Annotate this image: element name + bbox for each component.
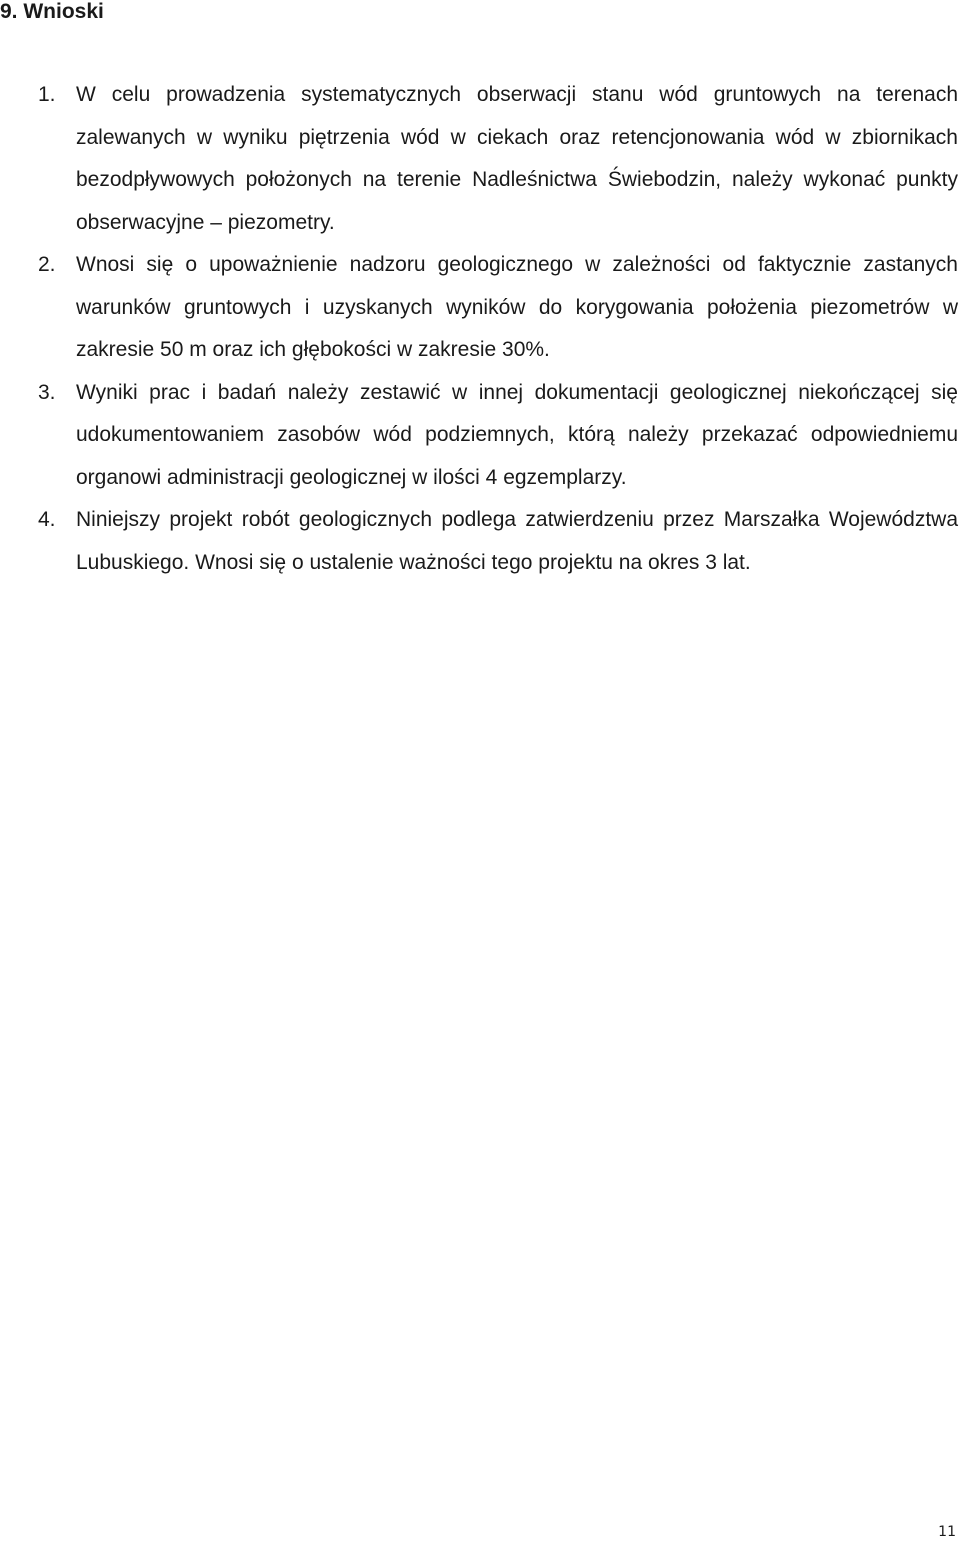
conclusion-item-4 bbox=[0, 499, 960, 584]
page-number: 11 bbox=[938, 1524, 956, 1540]
item-text: W celu prowadzenia systematycznych obserwacji stanu wód gruntowych na terenach zalewanych w wyniku piętrzenia wód w ciekach oraz retencjonowania wód w zbiornikach bezodpływowych położonych na terenie Nadleśnictwa Świebodzin, należy wykonać punkty obserwacyjne – piezometry. bbox=[76, 83, 958, 234]
item-number: 3. bbox=[38, 380, 56, 404]
item-text: Niniejszy projekt robót geologicznych podlega zatwierdzeniu przez Marszałka Województwa Lubuskiego. Wnosi się o ustalenie ważności tego projektu na okres 3 lat. bbox=[76, 508, 958, 574]
item-number: 4. bbox=[38, 508, 56, 531]
item-number: 1. bbox=[38, 83, 56, 106]
item-text: Wyniki prac i badań należy zestawić w innej dokumentacji geologicznej niekończącej się udokumentowaniem zasobów wód podziemnych, którą należy przekazać odpowiedniemu organowi administracji geologicznej w ilości 4 egzemplarzy. bbox=[76, 380, 958, 489]
item-number: 2. bbox=[38, 253, 56, 276]
section-heading: 9. Wnioski bbox=[0, 0, 104, 23]
conclusion-item-2 bbox=[0, 244, 960, 372]
conclusion-item-1 bbox=[0, 74, 960, 244]
conclusions-list bbox=[0, 74, 960, 584]
item-text: Wnosi się o upoważnienie nadzoru geologicznego w zależności od faktycznie zastanych warunków gruntowych i uzyskanych wyników do korygowania położenia piezometrów w zakresie 50 m oraz ich głębokości w zakresie 30%. bbox=[76, 253, 958, 361]
conclusion-item-3 bbox=[0, 372, 960, 500]
